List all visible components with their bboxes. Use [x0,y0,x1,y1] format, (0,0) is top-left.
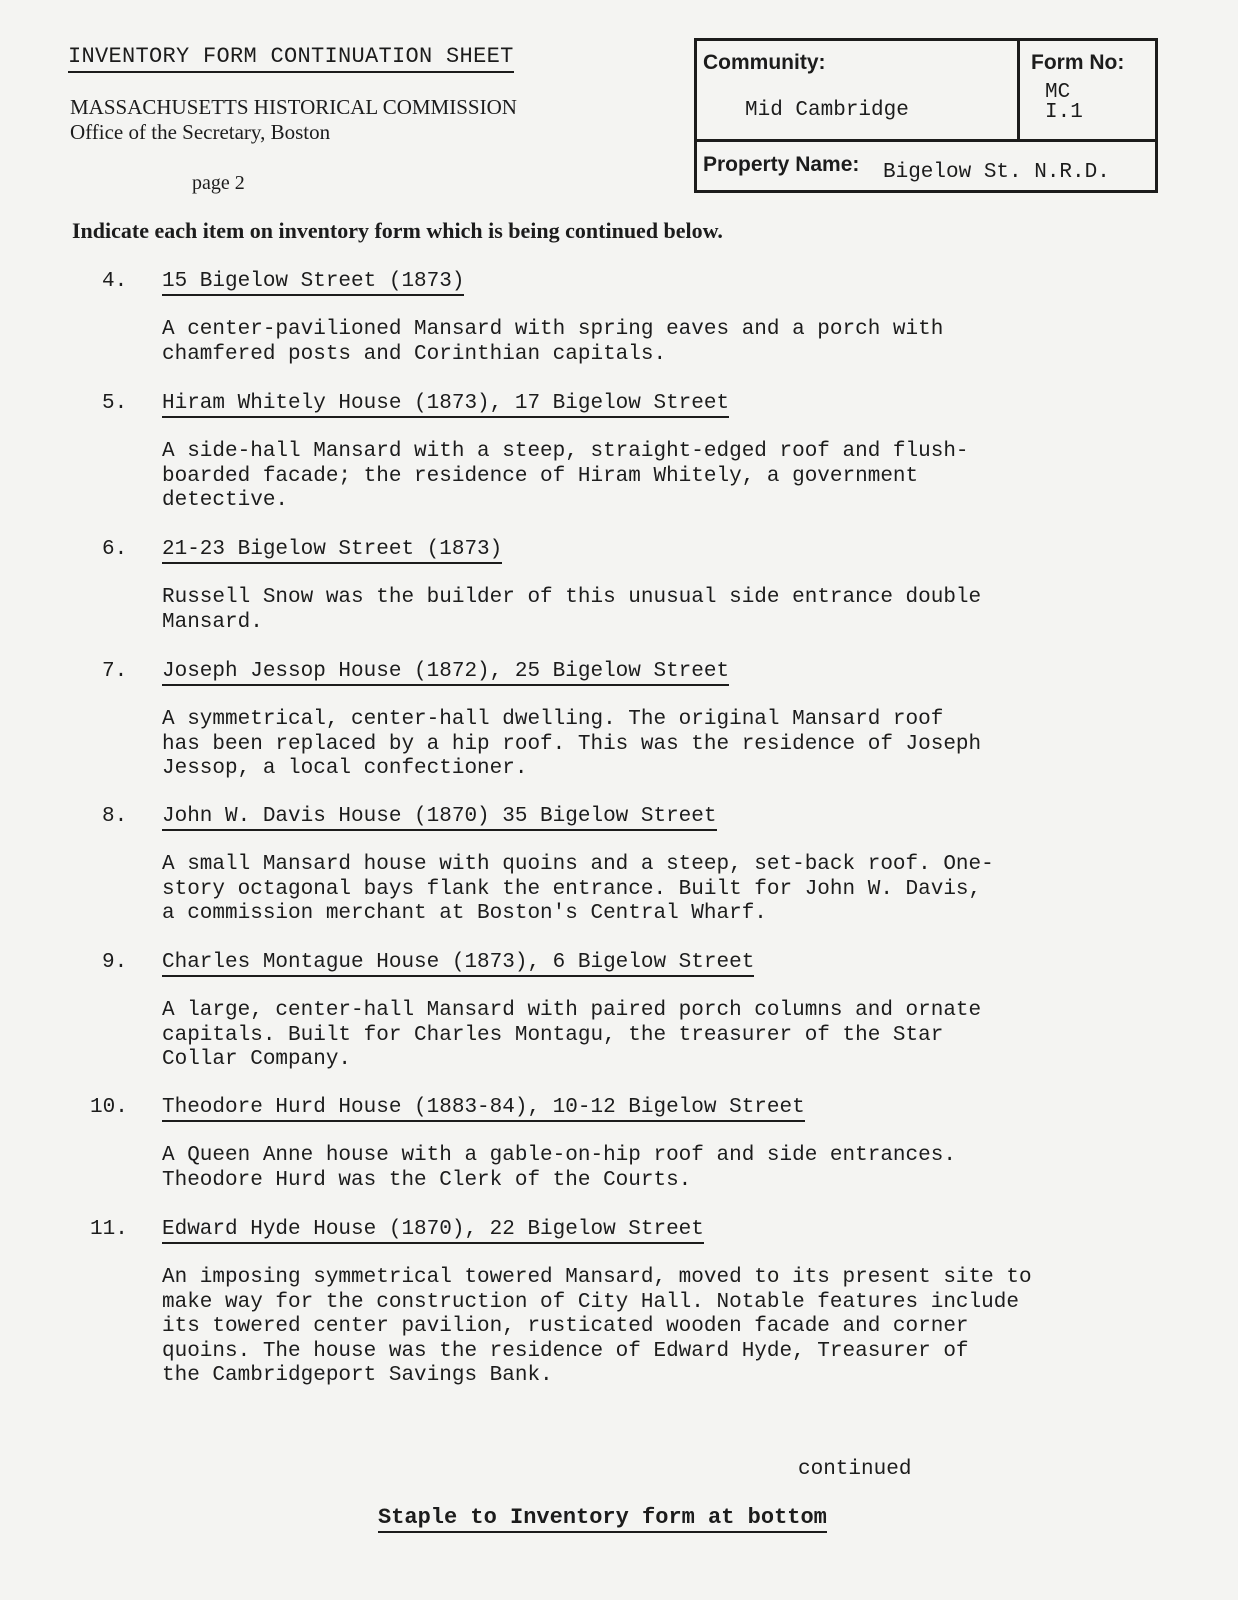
item-description: A small Mansard house with quoins and a steep, set-back roof. One- story octagonal bays flank the entrance. Built for John W. Davis, a commission merchant at Boston's Central Wharf. [162,853,994,925]
continued-note: continued [798,1458,912,1481]
form-no-value-line2: I.1 [1045,101,1083,124]
form-info-box [694,38,1158,193]
staple-instruction: Staple to Inventory form at bottom [378,1505,827,1533]
item-number: 11. [90,1218,128,1241]
instruction-text: Indicate each item on inventory form which is being continued below. [72,218,723,243]
community-value: Mid Cambridge [745,99,909,122]
agency-name: MASSACHUSETTS HISTORICAL COMMISSION [70,95,517,119]
item-number: 7. [102,660,128,683]
item-description: A Queen Anne house with a gable-on-hip roof and side entrances. Theodore Hurd was the Clerk of the Courts. [162,1144,956,1192]
item-title: Edward Hyde House (1870), 22 Bigelow Street [162,1218,704,1244]
box-divider-vertical [1017,41,1020,139]
item-description: A side-hall Mansard with a steep, straight-edged roof and flush- boarded facade; the residence of Hiram Whitely, a government detective. [162,440,969,512]
item-description: A large, center-hall Mansard with paired porch columns and ornate capitals. Built for Charles Montagu, the treasurer of the Star Collar Company. [162,999,982,1071]
form-title: INVENTORY FORM CONTINUATION SHEET [68,44,514,73]
item-title: 21-23 Bigelow Street (1873) [162,538,502,564]
item-description: A symmetrical, center-hall dwelling. The original Mansard roof has been replaced by a hip roof. This was the residence of Joseph Jessop, a local confectioner. [162,708,982,780]
item-description: An imposing symmetrical towered Mansard, moved to its present site to make way for the construction of City Hall. Notable features include its towered center pavilion, rusticated wooden facade and corner quoins. The house was the residence of Edward Hyde, Treasurer of the Cambridgeport Savings Bank. [162,1266,1032,1387]
property-name-label: Property Name: [703,153,860,176]
item-number: 10. [90,1096,128,1119]
form-no-label: Form No: [1031,51,1125,74]
community-label: Community: [703,51,826,74]
item-title: Joseph Jessop House (1872), 25 Bigelow Street [162,660,729,686]
item-description: Russell Snow was the builder of this unusual side entrance double Mansard. [162,586,982,634]
item-title: 15 Bigelow Street (1873) [162,270,464,296]
page-number: page 2 [192,172,245,194]
item-number: 5. [102,392,128,415]
box-divider-horizontal [697,139,1155,142]
property-name-value: Bigelow St. N.R.D. [883,161,1110,184]
item-number: 6. [102,538,128,561]
office-name: Office of the Secretary, Boston [70,120,331,144]
item-title: Charles Montague House (1873), 6 Bigelow Street [162,951,754,977]
item-title: John W. Davis House (1870) 35 Bigelow Street [162,805,717,831]
item-number: 4. [102,270,128,293]
item-description: A center-pavilioned Mansard with spring eaves and a porch with chamfered posts and Corinthian capitals. [162,318,944,366]
item-number: 9. [102,951,128,974]
item-title: Theodore Hurd House (1883-84), 10-12 Bigelow Street [162,1096,805,1122]
form-no-value-line1: MC [1045,81,1071,104]
item-number: 8. [102,805,128,828]
item-title: Hiram Whitely House (1873), 17 Bigelow Street [162,392,729,418]
